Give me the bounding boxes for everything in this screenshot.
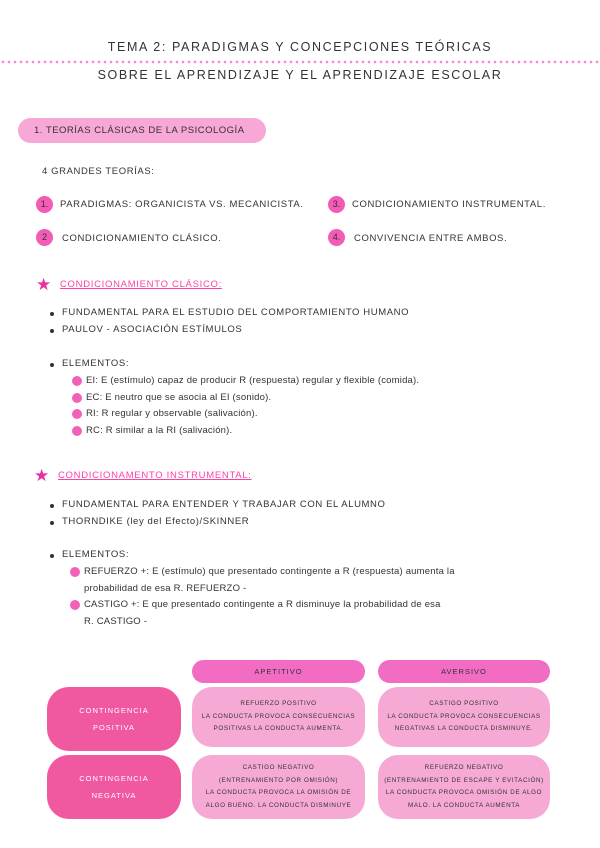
star-icon: ★ <box>36 275 52 294</box>
clasico-element-ri: RI: R regular y observable (salivación). <box>86 408 258 419</box>
instrumental-bullet-1: FUNDAMENTAL PARA ENTENDER Y TRABAJAR CON EL ALUMNO <box>62 499 386 510</box>
teoria-item-1: PARADIGMAS: ORGANICISTA VS. MECANICISTA. <box>60 199 304 210</box>
bullet-icon <box>50 329 54 333</box>
clasico-element-ei: EI: E (estímulo) capaz de producir R (respuesta) regular y flexible (comida). <box>86 375 420 386</box>
row-label-contingencia-positiva <box>47 687 181 751</box>
row-label-line: CONTINGENCIA <box>79 706 149 715</box>
teoria-item-3: CONDICIONAMIENTO INSTRUMENTAL. <box>352 199 546 210</box>
number-badge-1: 1. <box>36 196 53 213</box>
cell-line: REFUERZO POSITIVO <box>240 700 317 708</box>
instrumental-heading: CONDICIONAMENTO INSTRUMENTAL: <box>58 470 252 481</box>
clasico-element-ec: EC: E neutro que se asocia al EI (sonido). <box>86 392 272 403</box>
cell-castigo-positivo <box>378 687 550 747</box>
row-label-line: NEGATIVA <box>91 791 137 800</box>
row-label-line: POSITIVA <box>92 723 136 732</box>
pink-dot-icon <box>72 409 82 419</box>
cell-line: POSITIVAS LA CONDUCTA AUMENTA. <box>213 725 344 733</box>
clasico-element-rc: RC: R similar a la RI (salivación). <box>86 425 233 436</box>
row-label-line: CONTINGENCIA <box>79 774 149 783</box>
instrumental-element-castigo-line1: CASTIGO +: E que presentado contingente a R disminuye la probabilidad de esa <box>84 599 441 610</box>
cell-line: CASTIGO NEGATIVO <box>242 764 315 771</box>
bullet-icon <box>50 312 54 316</box>
clasico-elementos-label: ELEMENTOS: <box>62 358 130 369</box>
pink-dot-icon <box>72 426 82 436</box>
pink-dot-icon <box>70 600 80 610</box>
cell-line: MALO. LA CONDUCTA AUMENTA <box>407 801 521 809</box>
instrumental-element-refuerzo-line2: probabilidad de esa R. REFUERZO - <box>84 583 247 594</box>
cell-line: REFUERZO NEGATIVO <box>424 764 504 771</box>
cell-line: LA CONDUCTA PROVOCA CONSECUENCIAS <box>387 712 541 720</box>
teoria-item-2: CONDICIONAMIENTO CLÁSICO. <box>62 233 222 244</box>
instrumental-elementos-label: ELEMENTOS: <box>62 549 130 560</box>
cell-line: (ENTRENAMIENTO POR OMISIÓN) <box>218 776 339 784</box>
section-pill-teorias-clasicas: 1. TEORÍAS CLÁSICAS DE LA PSICOLOGÍA <box>18 118 266 143</box>
bullet-icon <box>50 521 54 525</box>
teoria-item-4: CONVIVENCIA ENTRE AMBOS. <box>354 233 508 244</box>
bullet-icon <box>50 554 54 558</box>
dotted-divider <box>0 60 600 64</box>
pink-dot-icon <box>72 376 82 386</box>
number-badge-3: 3. <box>328 196 345 213</box>
cell-castigo-negativo <box>192 755 365 819</box>
table-header-aversivo: AVERSIVO <box>378 660 550 683</box>
cell-line: LA CONDUCTA PROVOCA OMISIÓN DE ALGO <box>385 789 543 796</box>
instrumental-bullet-2: THORNDIKE (ley del Efecto)/SKINNER <box>62 516 250 527</box>
number-badge-2: 2 <box>36 229 53 246</box>
row-label-contingencia-negativa <box>47 755 181 819</box>
cell-line: NEGATIVAS LA CONDUCTA DISMINUYE. <box>394 725 534 733</box>
bullet-icon <box>50 363 54 367</box>
page-title-line-1: TEMA 2: PARADIGMAS Y CONCEPCIONES TEÓRICAS <box>107 40 493 54</box>
table-header-apetitivo: APETITIVO <box>192 660 365 683</box>
cell-line: LA CONDUCTA PROVOCA LA OMISIÓN DE <box>205 789 352 796</box>
clasico-bullet-1: FUNDAMENTAL PARA EL ESTUDIO DEL COMPORTAMIENTO HUMANO <box>62 307 410 318</box>
pink-dot-icon <box>70 567 80 577</box>
page-title-line-2: SOBRE EL APRENDIZAJE Y EL APRENDIZAJE ESCOLAR <box>97 68 503 82</box>
bullet-icon <box>50 504 54 508</box>
pink-dot-icon <box>72 393 82 403</box>
star-icon: ★ <box>34 466 50 485</box>
clasico-heading: CONDICIONAMIENTO CLÁSICO: <box>60 279 222 290</box>
number-badge-4: 4. <box>328 229 345 246</box>
cell-line: ALGO BUENO. LA CONDUCTA DISMINUYE <box>205 801 352 809</box>
instrumental-element-refuerzo-line1: REFUERZO +: E (estímulo) que presentado contingente a R (respuesta) aumenta la <box>84 566 455 577</box>
instrumental-element-castigo-line2: R. CASTIGO - <box>84 616 148 627</box>
grandes-teorias-heading: 4 GRANDES TEORÍAS: <box>42 166 155 177</box>
cell-line: CASTIGO POSITIVO <box>429 700 499 708</box>
cell-line: LA CONDUCTA PROVOCA CONSECUENCIAS <box>201 712 356 720</box>
cell-refuerzo-positivo <box>192 687 365 747</box>
cell-line: (ENTRENAMIENTO DE ESCAPE Y EVITACIÓN) <box>384 776 544 784</box>
cell-refuerzo-negativo <box>378 755 550 819</box>
clasico-bullet-2: PAULOV - ASOCIACIÓN ESTÍMULOS <box>62 324 243 335</box>
